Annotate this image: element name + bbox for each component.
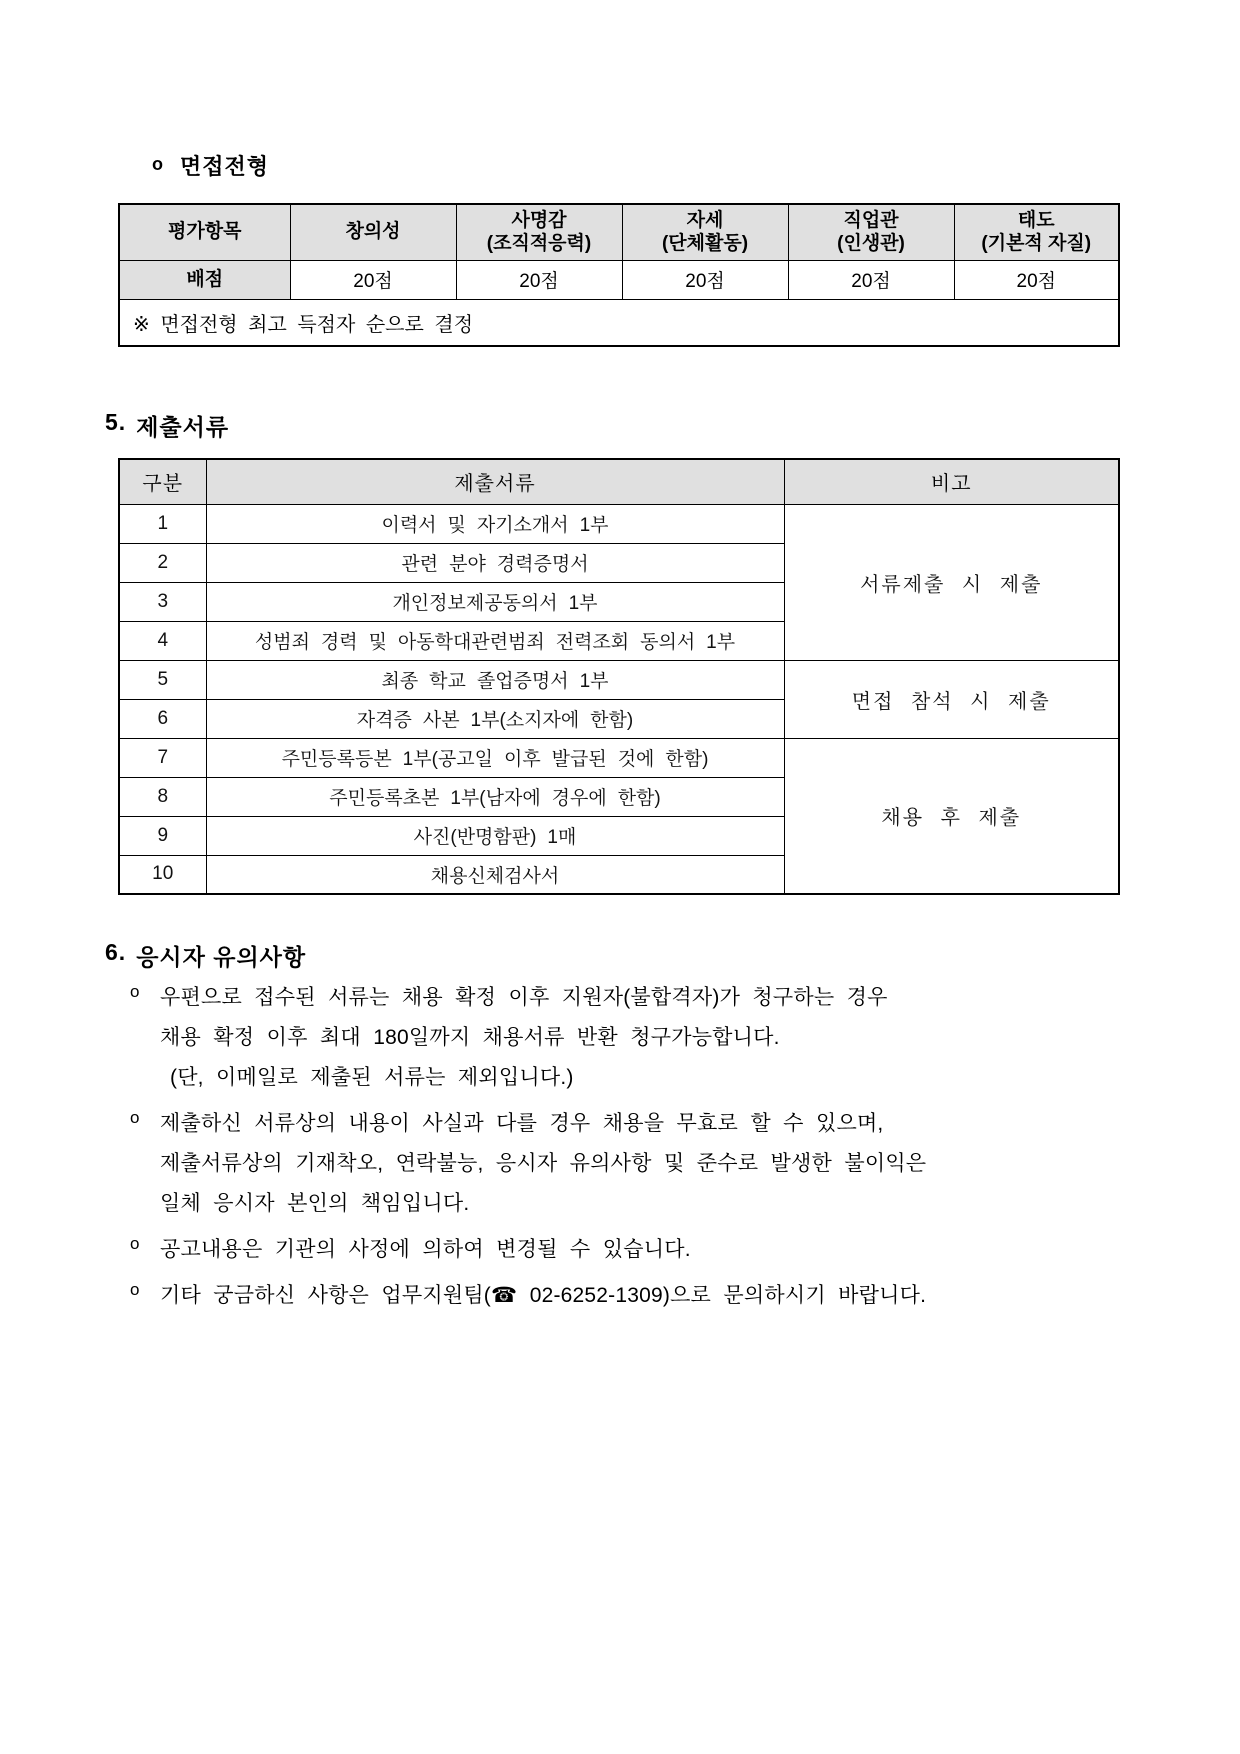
row-number: 6 [119, 699, 206, 738]
documents-section-title: 제출서류 [136, 414, 230, 440]
row-number: 4 [119, 621, 206, 660]
document-name: 사진(반명함판) 1매 [206, 816, 784, 855]
document-name: 이력서 및 자기소개서 1부 [206, 504, 784, 543]
table-header-row [119, 459, 1119, 504]
score-row-label: 배점 [119, 260, 290, 299]
document-name: 성범죄 경력 및 아동학대관련범죄 전력조회 동의서 1부 [206, 621, 784, 660]
document-name: 개인정보제공동의서 1부 [206, 582, 784, 621]
table-row [119, 660, 1119, 699]
circle-bullet-icon: o [130, 1108, 140, 1127]
note-item [130, 1276, 1180, 1316]
note-line: 공고내용은 기관의 사정에 의하여 변경될 수 있습니다. [160, 1238, 691, 1261]
note-line: 제출하신 서류상의 내용이 사실과 다를 경우 채용을 무효로 할 수 있으며, [160, 1112, 884, 1135]
header-cell-remark: 비고 [784, 459, 1119, 504]
score-row [119, 260, 1119, 299]
row-number: 10 [119, 855, 206, 894]
section-number: 6. [105, 939, 127, 965]
note-item [130, 978, 1180, 1098]
documents-section-heading [105, 409, 1180, 442]
row-number: 3 [119, 582, 206, 621]
document-name: 주민등록등본 1부(공고일 이후 발급된 것에 한함) [206, 738, 784, 777]
header-cell-attitude-group: 자세 (단체활동) [622, 204, 788, 260]
note-item [130, 1104, 1180, 1224]
score-cell: 20점 [290, 260, 456, 299]
remark-cell: 서류제출 시 제출 [784, 504, 1119, 660]
document-name: 관련 분야 경력증명서 [206, 543, 784, 582]
row-number: 1 [119, 504, 206, 543]
circle-bullet-icon: o [152, 154, 164, 174]
remark-cell: 채용 후 제출 [784, 738, 1119, 894]
row-number: 2 [119, 543, 206, 582]
notes-section-title: 응시자 유의사항 [136, 944, 307, 970]
table-row [119, 738, 1119, 777]
remark-cell: 면접 참석 시 제출 [784, 660, 1119, 738]
table-row [119, 504, 1119, 543]
row-number: 7 [119, 738, 206, 777]
notes-section-heading [105, 939, 1180, 972]
interview-note: ※ 면접전형 최고 득점자 순으로 결정 [119, 299, 1119, 346]
table-note-row [119, 299, 1119, 346]
header-cell-creativity: 창의성 [290, 204, 456, 260]
row-number: 9 [119, 816, 206, 855]
document-name: 주민등록초본 1부(남자에 경우에 한함) [206, 777, 784, 816]
note-line: (단, 이메일로 제출된 서류는 제외입니다.) [170, 1066, 574, 1089]
score-cell: 20점 [456, 260, 622, 299]
note-line: 일체 응시자 본인의 책임입니다. [160, 1192, 470, 1215]
header-cell-no: 구분 [119, 459, 206, 504]
circle-bullet-icon: o [130, 982, 140, 1001]
note-line: 채용 확정 이후 최대 180일까지 채용서류 반환 청구가능합니다. [160, 1026, 780, 1049]
table-header-row [119, 204, 1119, 260]
submission-documents-table [118, 458, 1120, 895]
row-number: 5 [119, 660, 206, 699]
header-cell-mission: 사명감 (조직적응력) [456, 204, 622, 260]
document-name: 채용신체검사서 [206, 855, 784, 894]
header-cell-job-view: 직업관 (인생관) [788, 204, 954, 260]
score-cell: 20점 [954, 260, 1119, 299]
note-line: 제출서류상의 기재착오, 연락불능, 응시자 유의사항 및 준수로 발생한 불이익은 [160, 1152, 927, 1175]
interview-section-heading [152, 150, 1180, 181]
score-cell: 20점 [788, 260, 954, 299]
row-number: 8 [119, 777, 206, 816]
document-name: 최종 학교 졸업증명서 1부 [206, 660, 784, 699]
section-number: 5. [105, 409, 127, 435]
circle-bullet-icon: o [130, 1234, 140, 1253]
circle-bullet-icon: o [130, 1280, 140, 1299]
header-cell-criteria: 평가항목 [119, 204, 290, 260]
header-cell-document: 제출서류 [206, 459, 784, 504]
interview-criteria-table [118, 203, 1120, 347]
note-line: 기타 궁금하신 사항은 업무지원팀(☎ 02-6252-1309)으로 문의하시기 바랍니다. [160, 1284, 927, 1307]
note-item [130, 1230, 1180, 1270]
note-line: 우편으로 접수된 서류는 채용 확정 이후 지원자(불합격자)가 청구하는 경우 [160, 986, 888, 1009]
interview-section-title: 면접전형 [180, 154, 270, 179]
header-cell-basic-quality: 태도 (기본적 자질) [954, 204, 1119, 260]
score-cell: 20점 [622, 260, 788, 299]
document-name: 자격증 사본 1부(소지자에 한함) [206, 699, 784, 738]
